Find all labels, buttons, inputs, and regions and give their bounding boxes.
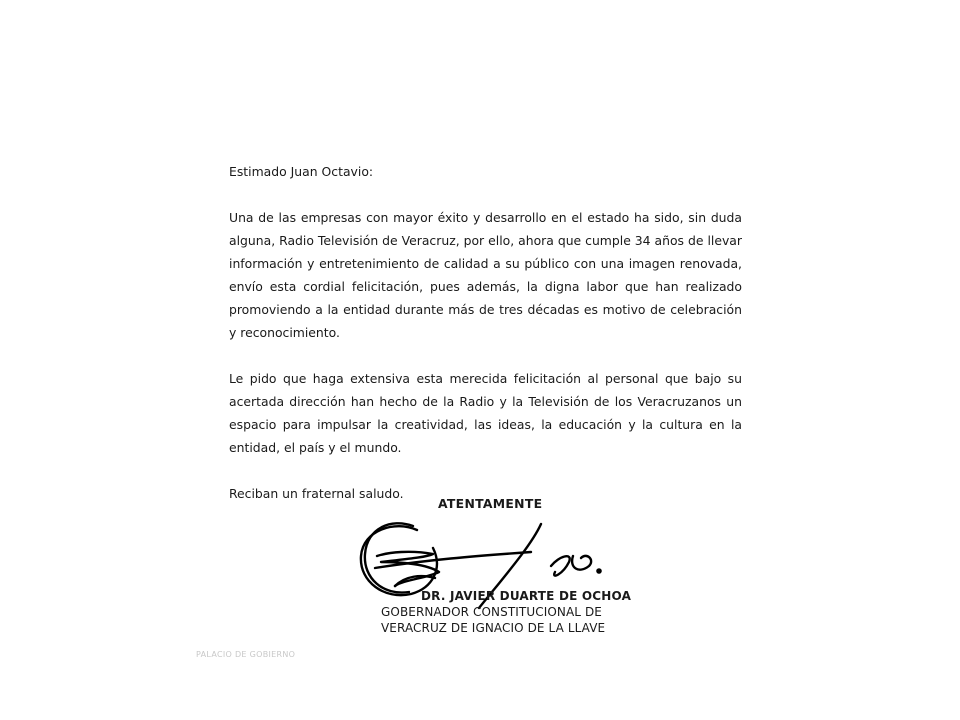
paragraph-2: Le pido que haga extensiva esta merecida felicitación al personal que bajo su acertada dirección han hecho de la Radio y la Televisión de los Veracruzanos un espacio para impulsar la creatividad, las ideas, la educación y la cultura en la entidad, el país y el mundo. <box>229 371 742 455</box>
closing-line: Reciban un fraternal saludo. <box>229 486 404 501</box>
footer-text: PALACIO DE GOBIERNO <box>196 650 296 659</box>
signer-name: DR. JAVIER DUARTE DE OCHOA <box>421 589 632 603</box>
signer-title-line-2: VERACRUZ DE IGNACIO DE LA LLAVE <box>381 621 606 635</box>
signer-block <box>381 588 631 636</box>
paragraph-1: Una de las empresas con mayor éxito y desarrollo en el estado ha sido, sin duda alguna, Radio Televisión de Veracruz, por ello, ahora que cumple 34 años de llevar información y entretenimiento de calidad a su público con una imagen renovada, envío esta cordial felicitación, pues además, la digna labor que han realizado promoviendo a la entidad durante más de tres décadas es motivo de celebración y reconocimiento. <box>229 210 742 340</box>
salutation: Estimado Juan Octavio: <box>229 164 374 179</box>
letter-body <box>229 160 742 505</box>
atentamente-label: ATENTAMENTE <box>438 496 543 511</box>
signer-title-line-1: GOBERNADOR CONSTITUCIONAL DE <box>381 605 602 619</box>
